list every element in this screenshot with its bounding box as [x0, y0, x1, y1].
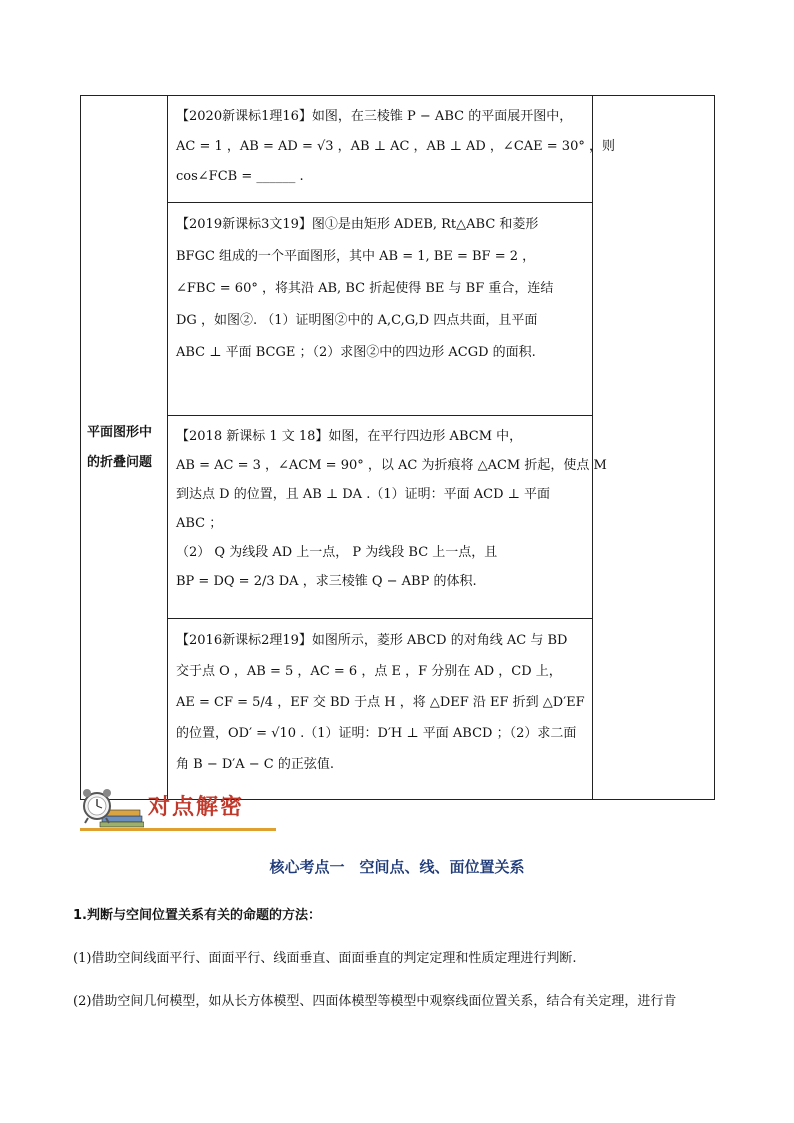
- problem-4-line-2: 交于点 O ，AB = 5 ，AC = 6 ，点 E ，F 分别在 AD ，CD 上，: [176, 664, 562, 679]
- problem-table-grid: [80, 95, 715, 800]
- problem-4-line-4: 的位置，OD′ = √10 .（1）证明：D′H ⊥ 平面 ABCD ；（2）求二面: [176, 726, 577, 741]
- category-line-2: 的折叠问题: [87, 454, 153, 470]
- problem-3-line-5: （2） Q 为线段 AD 上一点， P 为线段 BC 上一点，且: [176, 545, 498, 560]
- problem-3-line-2: AB = AC = 3 ，∠ACM = 90° ，以 AC 为折痕将 △ACM 折起，使点 M: [176, 458, 607, 473]
- problem-cell-2: [168, 203, 593, 416]
- banner-underline: [80, 828, 276, 831]
- problem-3-line-3: 到达点 D 的位置，且 AB ⊥ DA .（1）证明：平面 ACD ⊥ 平面: [176, 487, 550, 502]
- alarm-clock-books-icon: [80, 786, 144, 828]
- problem-2-line-1: 【2019新课标3文19】图①是由矩形 ADEB, Rt△ABC 和菱形: [176, 217, 539, 232]
- problem-table: [80, 95, 713, 800]
- problem-cell-3: [168, 416, 607, 619]
- problem-3-line-6: BP = DQ = 2/3 DA ，求三棱锥 Q − ABP 的体积.: [176, 574, 477, 589]
- section-banner: [80, 786, 280, 832]
- category-line-1: 平面图形中: [87, 424, 153, 440]
- problem-1-line-3: cos∠FCB = ______ .: [176, 169, 304, 184]
- problem-cell-1: [168, 96, 615, 203]
- table-row: [81, 96, 715, 203]
- problem-1-line-2: AC = 1 ，AB = AD = √3 ，AB ⊥ AC ，AB ⊥ AD ，∠CAE = 30° ，则: [176, 139, 615, 154]
- problem-cell-4: [168, 619, 593, 800]
- problem-3-line-1: 【2018 新课标 1 文 18】如图，在平行四边形 ABCM 中，: [176, 429, 523, 444]
- point-1-title: 1.判断与空间位置关系有关的命题的方法：: [73, 908, 321, 923]
- point-1-item-2: (2)借助空间几何模型，如从长方体模型、四面体模型等模型中观察线面位置关系，结合有关定理，进行肯: [73, 994, 677, 1009]
- problem-1-line-1: 【2020新课标1理16】如图，在三棱锥 P − ABC 的平面展开图中，: [176, 109, 573, 124]
- problem-4-line-5: 角 B − D′A − C 的正弦值.: [176, 757, 334, 772]
- category-cell: [81, 96, 168, 800]
- point-1-item-1: (1)借助空间线面平行、面面平行、线面垂直、面面垂直的判定定理和性质定理进行判断.: [73, 951, 577, 966]
- problem-2-line-3: ∠FBC = 60° ，将其沿 AB, BC 折起使得 BE 与 BF 重合，连结: [176, 281, 554, 296]
- banner-title: 对点解密: [148, 795, 245, 820]
- problem-3-line-4: ABC ；: [176, 516, 223, 531]
- problem-4-line-1: 【2016新课标2理19】如图所示，菱形 ABCD 的对角线 AC 与 BD: [176, 633, 568, 648]
- problem-2-line-4: DG ，如图②. （1）证明图②中的 A,C,G,D 四点共面，且平面: [176, 313, 538, 328]
- problem-2-line-5: ABC ⊥ 平面 BCGE ；（2）求图②中的四边形 ACGD 的面积.: [176, 345, 536, 360]
- notes-cell: [593, 96, 715, 800]
- category-label: [81, 418, 167, 478]
- problem-4-line-3: AE = CF = 5/4 ，EF 交 BD 于点 H ，将 △DEF 沿 EF 折到 △D′EF: [176, 695, 585, 710]
- problem-2-line-2: BFGC 组成的一个平面图形，其中 AB = 1, BE = BF = 2 ，: [176, 249, 536, 264]
- section-heading: 核心考点一 空间点、线、面位置关系: [269, 858, 525, 876]
